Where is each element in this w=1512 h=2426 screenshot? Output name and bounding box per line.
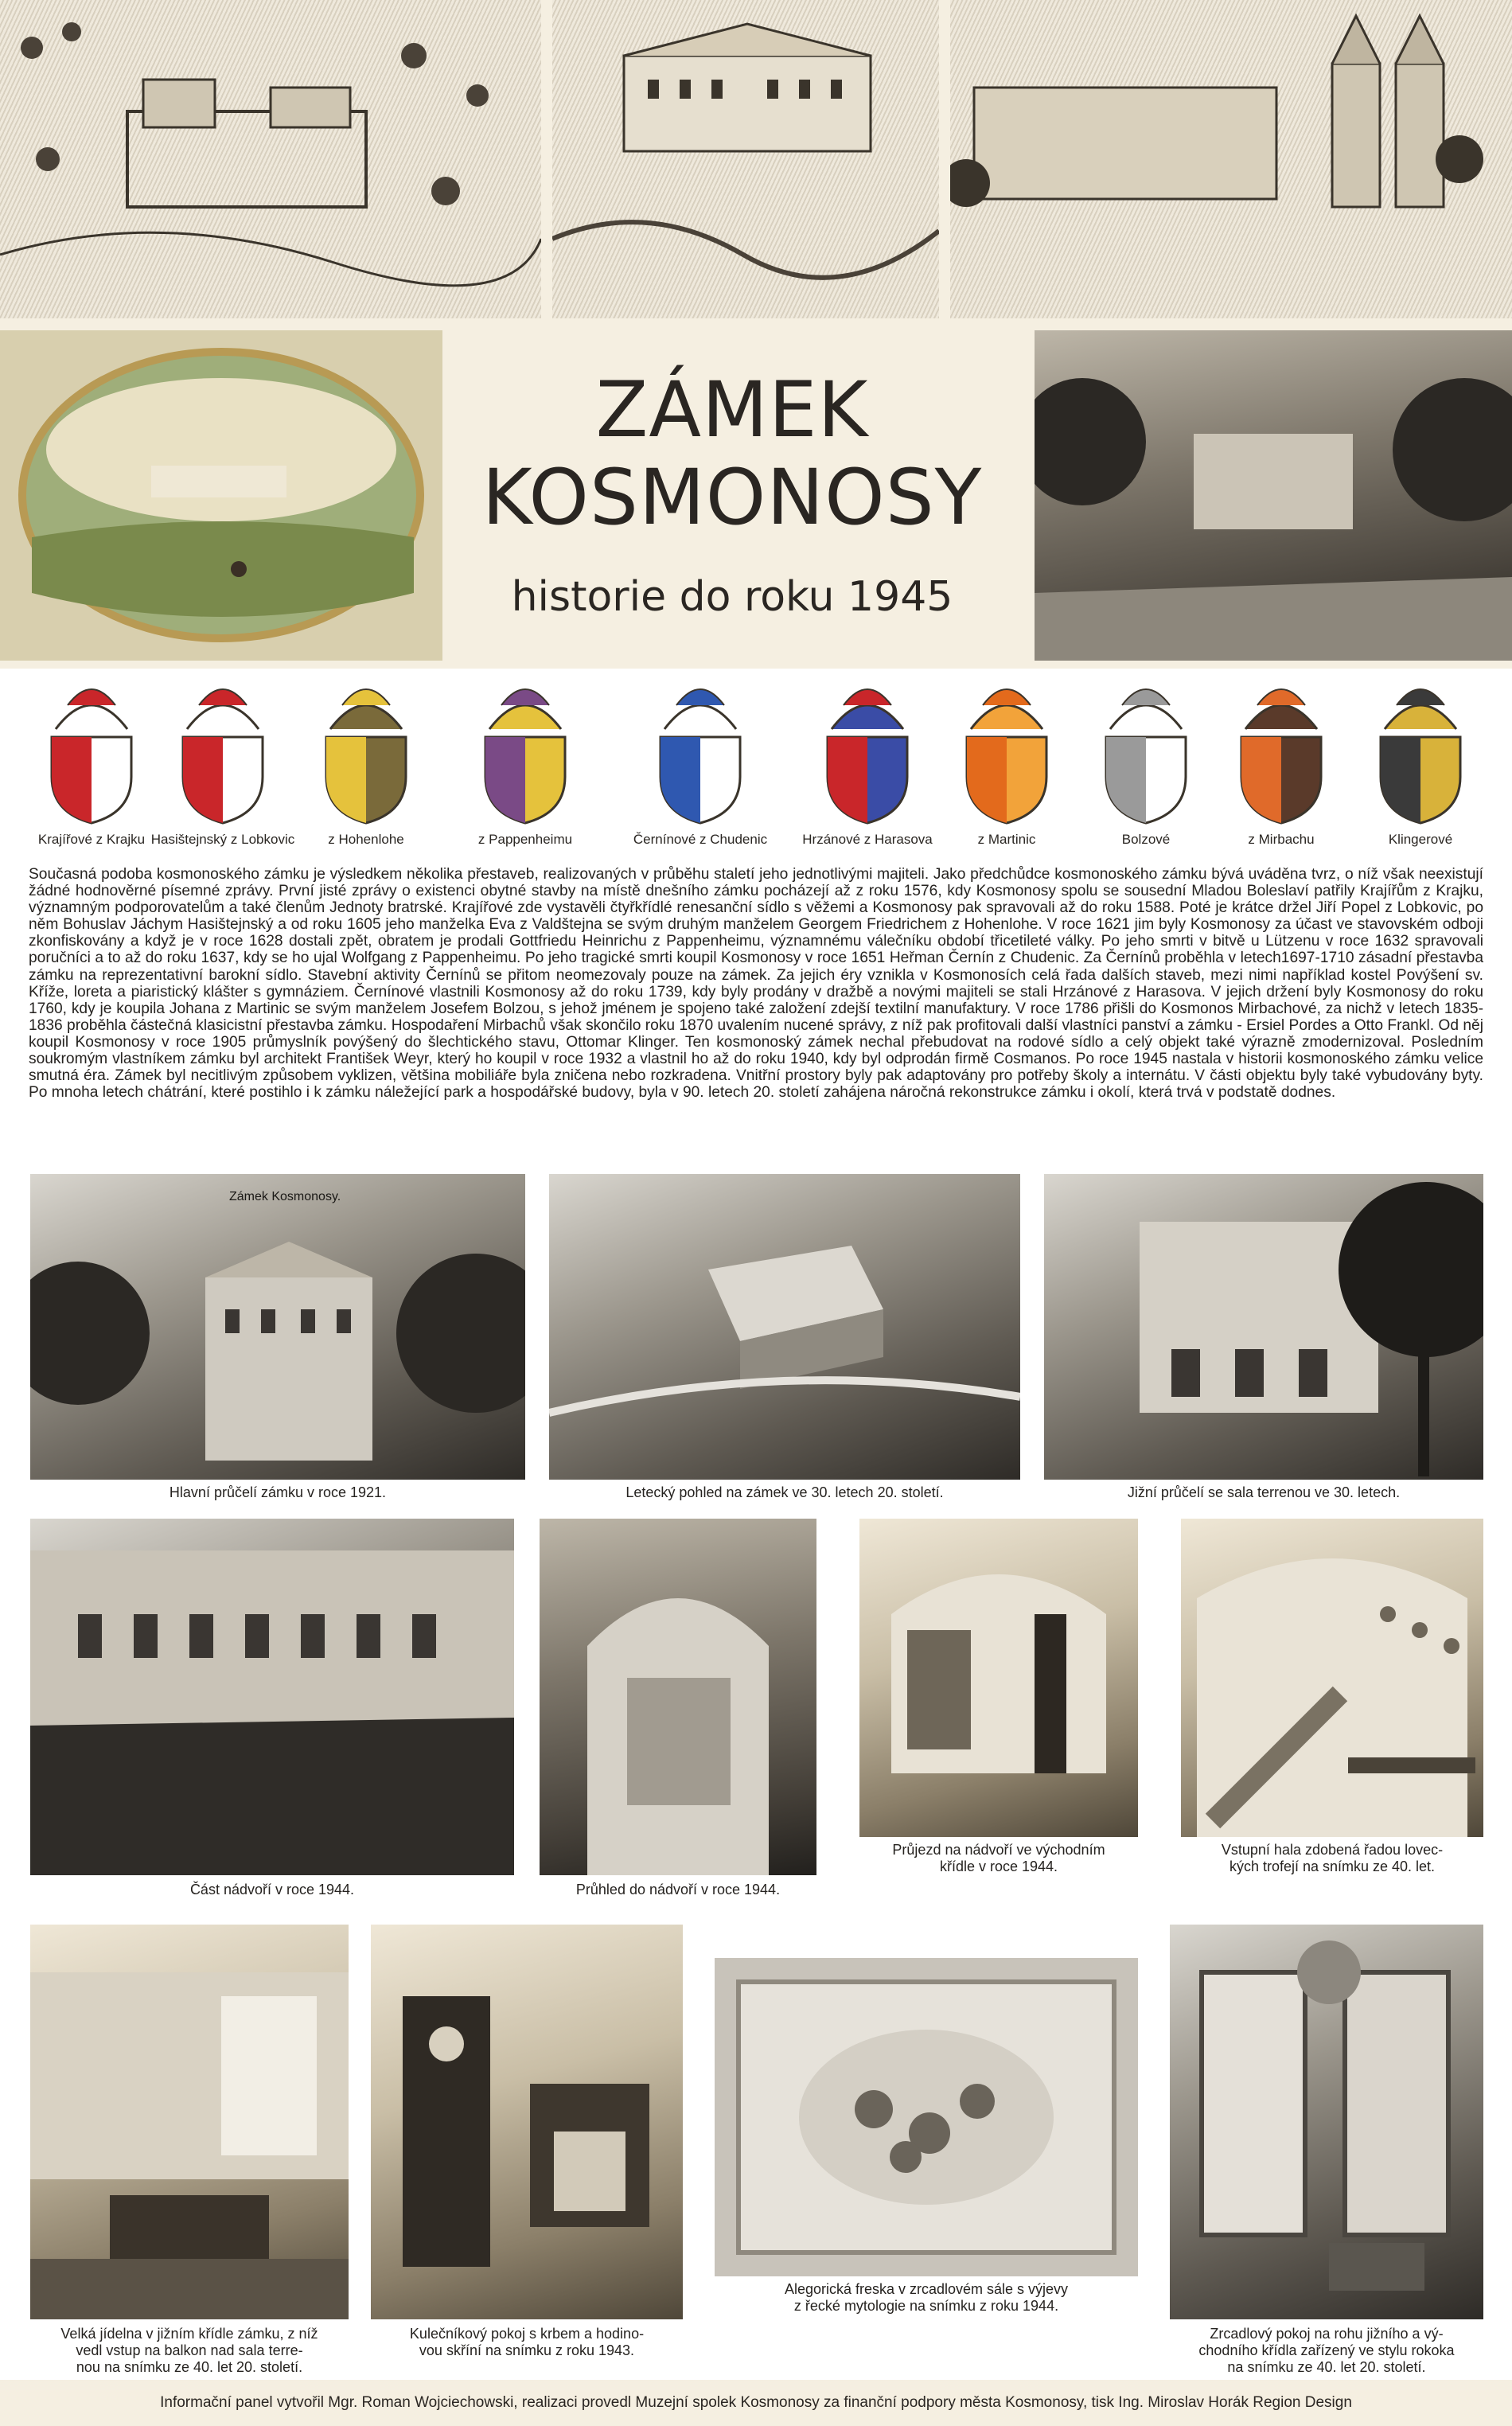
coat-of-arms-icon — [641, 673, 760, 825]
photo-allegorical-fresco — [715, 1958, 1138, 2276]
engraving-castle-and-church — [950, 0, 1512, 318]
caption-hall-line-2: kých trofejí na snímku ze 40. let. — [1229, 1859, 1436, 1874]
coat-of-arms-icon — [466, 673, 585, 825]
caption-entrance-hall — [1173, 1842, 1491, 1875]
caption-hall-line-1: Vstupní hala zdobená řadou lovec- — [1221, 1842, 1444, 1858]
photo-courtyard-view-1944 — [540, 1519, 816, 1875]
caption-fresco-line-1: Alegorická freska v zrcadlovém sále s výjevy — [784, 2281, 1069, 2297]
engraving-castle-front — [552, 0, 939, 318]
caption-courtyard-view: Průhled do nádvoří v roce 1944. — [575, 1882, 781, 1898]
caption-mirror-room — [1162, 2326, 1491, 2376]
caption-passage-east-wing — [844, 1842, 1154, 1875]
caption-passage-line-1: Průjezd na nádvoří ve východním — [892, 1842, 1105, 1858]
crest-label: Hrzánové z Harasova — [802, 832, 933, 847]
crest-label: z Martinic — [977, 832, 1036, 847]
crest-label: z Mirbachu — [1248, 832, 1315, 847]
caption-main-facade: Hlavní průčelí zámku v roce 1921. — [169, 1484, 387, 1500]
caption-billiard-room — [363, 2326, 691, 2359]
crest-label: z Pappenheimu — [477, 832, 573, 847]
coat-of-arms-icon — [1222, 673, 1341, 825]
photo-castle-park — [1035, 330, 1512, 661]
photo-billiard-room — [371, 1925, 683, 2319]
caption-mirror-line-2: chodního křídla zařízený ve stylu rokoka — [1198, 2342, 1455, 2358]
crest-label: Krajířové z Krajku — [37, 832, 146, 847]
painting-oval-landscape — [0, 330, 442, 661]
coat-of-arms-icon — [808, 673, 927, 825]
crest-label: Klingerové — [1388, 832, 1453, 847]
photo-aerial-view — [549, 1174, 1020, 1480]
caption-dining-line-2: vedl vstup na balkon nad sala terre- — [76, 2342, 303, 2358]
caption-dining-line-1: Velká jídelna v jižním křídle zámku, z níž — [60, 2326, 318, 2342]
caption-south-facade: Jižní průčelí se sala terrenou ve 30. letech. — [1127, 1484, 1401, 1500]
caption-fresco — [699, 2281, 1154, 2315]
coat-of-arms-icon — [1361, 673, 1480, 825]
coat-of-arms-icon — [163, 673, 283, 825]
caption-courtyard-part: Část nádvoří v roce 1944. — [189, 1882, 355, 1898]
crest-label: z Hohenlohe — [328, 832, 404, 847]
photo-courtyard-part-1944 — [30, 1519, 514, 1875]
photo-south-facade — [1044, 1174, 1483, 1480]
caption-mirror-line-1: Zrcadlový pokoj na rohu jižního a vý- — [1210, 2326, 1444, 2342]
crest-label: Hasištejnský z Lobkovic — [150, 832, 295, 847]
caption-dining-line-3: nou na snímku ze 40. let 20. století. — [76, 2359, 303, 2375]
caption-aerial-view: Letecký pohled na zámek ve 30. letech 20. století. — [625, 1484, 944, 1500]
crest-label: Černínové z Chudenic — [633, 832, 768, 847]
photo-main-facade-1921 — [30, 1174, 525, 1480]
engraving-aerial-view — [0, 0, 541, 318]
page-subtitle: historie do roku 1945 — [511, 573, 953, 621]
coat-of-arms-icon — [1086, 673, 1206, 825]
photo-passage-east-wing — [859, 1519, 1138, 1837]
coat-of-arms-icon — [306, 673, 426, 825]
crest-label: Bolzové — [1121, 832, 1171, 847]
postcard-label: Zámek Kosmonosy. — [229, 1190, 341, 1203]
title-line-1: ZÁMEK — [595, 365, 869, 454]
caption-passage-line-2: křídle v roce 1944. — [939, 1859, 1058, 1874]
title-line-2: KOSMONOSY — [481, 453, 983, 542]
history-text: Současná podoba kosmonoského zámku je výsledkem několika přestaveb, realizovaných v průběhu staletí jeho jednotlivými majiteli. Jako předchůdce kosmonoského zámku bývá uváděna tvrz, o níž však neexistují žádné hodnověrné písemné zprávy. První jisté zprávy o existenci obytné stavby na místě dnešního zámku pocházejí až z roku 1576, kdy Kosmonosy spolu se sousední Mladou Boleslaví patřily Krajířům z Krajku, významným podporovatelům a také členům Jednoty bratrské. Krajířové zde vystavěli čtyřkřídlé renesanční sídlo s věžemi a Kosmonosy pak spravovali až do roku 1588. Poté je krátce držel Jiří Popel z Lobkovic, po něm Bohuslav Jáchym Hasištejnský a od roku 1605 jeho manželka Eva z Valdštejna se svým druhým manželem Georgem Friedrichem z Hohenlohe. V roce 1621 jim byly Kosmonosy za účast ve stavovském odboji zkonfiskovány a když je v roce 1628 dostali zpět, obratem je prodali Gottfriedu Heinrichu z Pappenheimu, významnému válečníku období třicetileté války. Po jeho smrti v bitvě u Lützenu v roce 1632 spravovali poručníci a to až do roku 1637, kdy se ho ujal Wolfgang z Pappenheimu. Po jeho tragické smrti koupil Kosmonosy v roce 1651 Heřman Černín z Chudenic. Za Černínů proběhla v letech1697-1710 zásadní přestavba zámku na reprezentativní barokní sídlo. Stavební aktivity Černínů se přitom neomezovaly pouze na zámek. Za jejich éry vznikla v Kosmonosích celá řada dalších staveb, mezi nimi například kostel Povýšení sv. Kříže, loreta a piaristický klášter s gymnáziem. Černínové vlastnili Kosmonosy až do roku 1739, kdy byly prodány v dražbě a novými majiteli se stali Hrzánové z Harasova. V jejich držení byly Kosmonosy do roku 1760, kdy je koupila Johana z Martinic se svým manželem Josefem Bolzou, s jehož jménem je spojeno také založení zdejší textilní manufaktury. V roce 1786 přišli do Kosmonos Mirbachové, za nichž v letech 1835-1836 proběhla částečná klasicistní přestavba zámku. Hospodaření Mirbachů však skončilo roku 1870 uvalením nucené správy, z níž pak profitovali další vlastníci panství a zámku - Ersiel Pordes a Otto Frankl. Od něj koupil Kosmonosy v roce 1905 průmyslník povýšený do šlechtického stavu, Ottomar Klinger. Ten kosmonoský zámek nechal přebudovat na rodové sídlo a celý objekt také výrazně zmodernizoval. Posledním soukromým vlastníkem zámku byl architekt František Weyr, který ho koupil v roce 1932 a vlastnil ho až do roku 1940, kdy byl odprodán firmě Cosmanos. Po roce 1945 nastala v historii kosmonoského zámku velice smutná éra. Zámek byl necitlivým způsobem vyklizen, většina mobiliáře byla zničena nebo rozkradena. Vnitřní prostory byly pak adaptovány pro potřeby školy a internátu. V části objektu byly také vybudovány byty. Po mnoha letech chátrání, které postihlo i k zámku náležející park a hospodářské budovy, byla v 90. letech 20. století zahájena náročná rekonstrukce zámku i okolí, která trvá v podstatě dodnes. — [29, 866, 1483, 1102]
caption-billiard-line-2: vou skříní na snímku z roku 1943. — [419, 2342, 635, 2358]
caption-billiard-line-1: Kulečníkový pokoj s krbem a hodino- — [409, 2326, 645, 2342]
caption-dining-room — [22, 2326, 357, 2376]
footer-credits: Informační panel vytvořil Mgr. Roman Wojciechowski, realizaci provedl Muzejní spolek Kosmonosy za finanční podpory města Kosmonosy, tisk Ing. Miroslav Horák Region Design — [0, 2380, 1512, 2426]
photo-entrance-hall-trophies — [1181, 1519, 1483, 1837]
photo-mirror-room — [1170, 1925, 1483, 2319]
caption-fresco-line-2: z řecké mytologie na snímku z roku 1944. — [793, 2298, 1059, 2314]
page-title — [446, 366, 1019, 541]
caption-mirror-line-3: na snímku ze 40. let 20. století. — [1227, 2359, 1426, 2375]
photo-dining-room — [30, 1925, 349, 2319]
coat-of-arms-icon — [947, 673, 1066, 825]
coat-of-arms-icon — [32, 673, 151, 825]
